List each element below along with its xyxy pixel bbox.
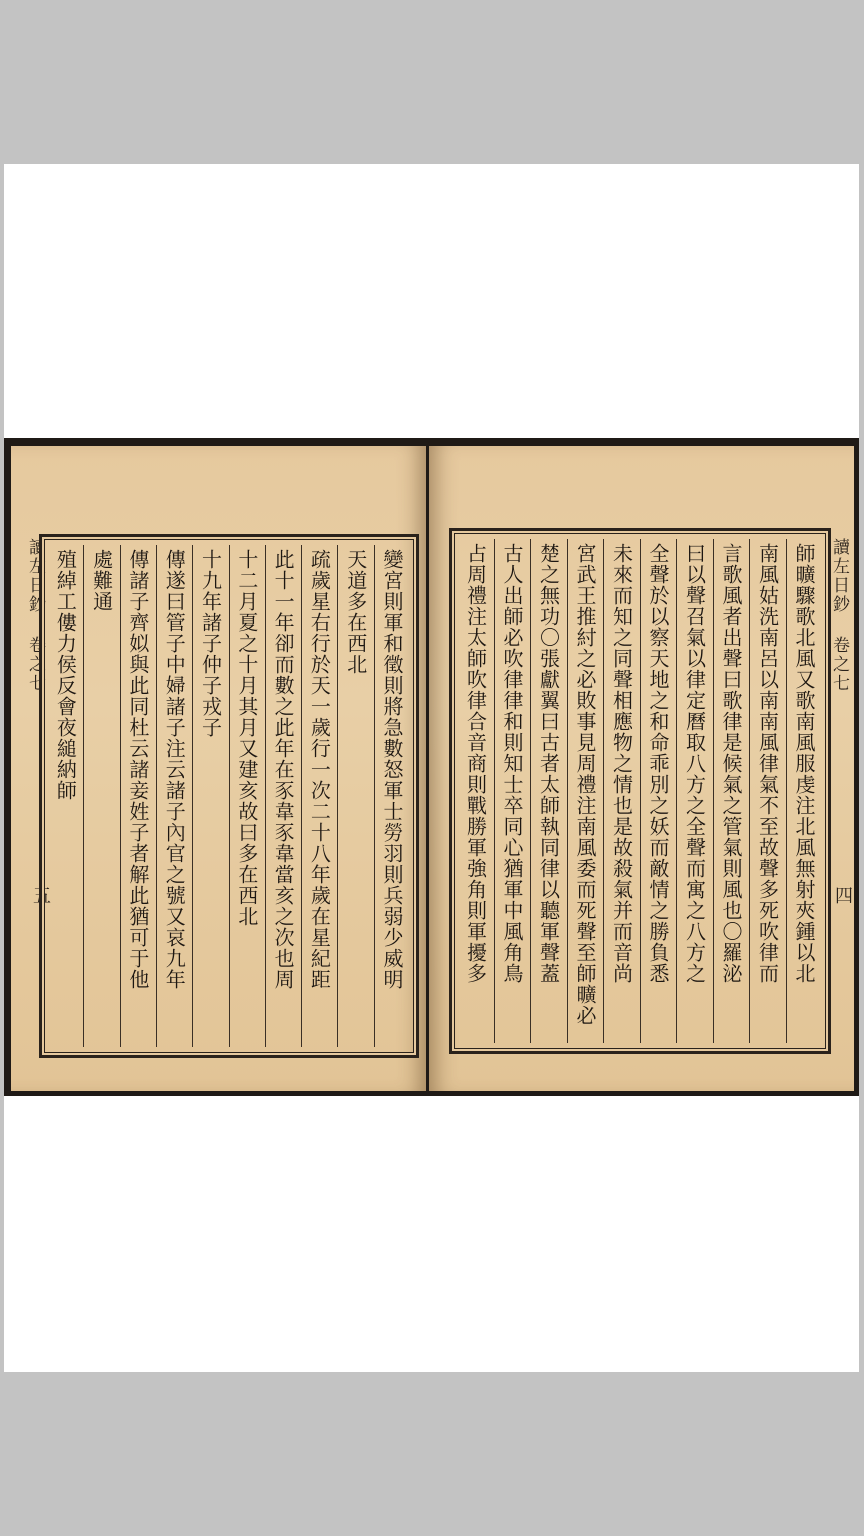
text-column: 十九年諸子仲子戎子 — [192, 545, 228, 1047]
text-column: 師曠驟歌北風又歌南風服虔注北風無射夾鍾以北 — [786, 539, 823, 1043]
left-page — [11, 446, 426, 1091]
text-column: 宮武王推紂之必敗事見周禮注南風委而死聲至師曠必 — [567, 539, 604, 1043]
text-column: 未來而知之同聲相應物之情也是故殺氣并而音尚 — [603, 539, 640, 1043]
text-column: 處難通 — [83, 545, 119, 1047]
text-column: 變宮則軍和徵則將急數怒軍士勞羽則兵弱少威明 — [374, 545, 410, 1047]
text-column: 南風姑洗南呂以南南風律氣不至故聲多死吹律而 — [749, 539, 786, 1043]
left-page-number: 五 — [30, 886, 51, 904]
book-scan — [4, 438, 859, 1096]
text-column: 古人出師必吹律律和則知士卒同心猶軍中風角鳥 — [494, 539, 531, 1043]
text-column: 殖綽工僂力侯反會夜縋納師 — [53, 549, 78, 801]
text-column: 十二月夏之十月其月又建亥故曰多在西北 — [229, 545, 265, 1047]
text-column: 全聲於以察天地之和命乖別之妖而敵情之勝負悉 — [640, 539, 677, 1043]
text-column: 傳遂曰管子中婦諸子注云諸子內官之號又哀九年 — [156, 545, 192, 1047]
right-text-frame — [449, 528, 831, 1054]
text-column: 曰以聲召氣以律定曆取八方之全聲而寓之八方之 — [676, 539, 713, 1043]
left-page-header: 讀左日鈔 卷之七 — [25, 538, 45, 693]
text-column: 天道多在西北 — [337, 545, 373, 1047]
text-column: 此十一年卻而數之此年在豕韋豕韋當亥之次也周 — [265, 545, 301, 1047]
right-page-header: 讀左日鈔 卷之七 — [829, 538, 849, 693]
right-page — [429, 446, 854, 1091]
text-column: 疏歲星右行於天一歲行一次二十八年歲在星紀距 — [301, 545, 337, 1047]
text-column: 言歌風者出聲曰歌律是候氣之管氣則風也〇羅泌 — [713, 539, 750, 1043]
text-column: 占周禮注太師吹律合音商則戰勝軍強角則軍擾多 — [463, 543, 488, 984]
left-text-frame — [39, 534, 419, 1058]
text-column: 傳諸子齊姒與此同杜云諸妾姓子者解此猶可于他 — [120, 545, 156, 1047]
right-page-number: 四 — [832, 886, 853, 904]
text-column: 楚之無功〇張獻翼曰古者太師執同律以聽軍聲蓋 — [530, 539, 567, 1043]
